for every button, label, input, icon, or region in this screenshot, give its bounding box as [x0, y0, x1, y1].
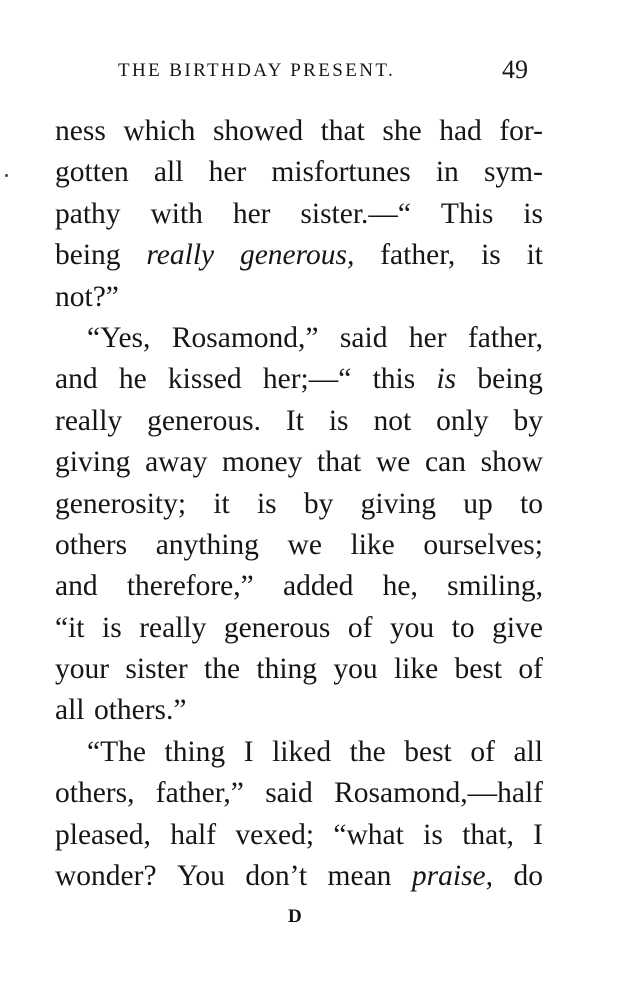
word: her: [208, 156, 247, 189]
word: away: [145, 446, 208, 479]
word: don’t: [245, 860, 308, 893]
word: is: [523, 197, 543, 230]
margin-speck: [5, 174, 8, 177]
word: Rosamond,—half: [334, 777, 543, 810]
word: added: [282, 570, 354, 603]
running-header: [0, 55, 629, 88]
word: others: [55, 528, 128, 561]
word: mean: [327, 860, 392, 893]
word: others,: [55, 777, 135, 810]
text-line: [55, 773, 543, 814]
text-line: [55, 484, 543, 525]
signature-mark: D: [288, 906, 302, 927]
word: money: [222, 446, 303, 479]
word: is: [423, 818, 443, 851]
italic-word: really: [146, 239, 215, 272]
word: generous: [223, 611, 331, 644]
word: showed: [212, 115, 304, 147]
word: ness: [55, 115, 106, 147]
word: that: [317, 446, 362, 479]
word: of: [347, 611, 373, 644]
word: thing: [256, 653, 318, 686]
word: sister: [125, 653, 188, 686]
word: sym-: [483, 156, 543, 189]
word: thing: [164, 735, 226, 768]
word: by: [513, 404, 543, 437]
word: “it: [55, 611, 85, 644]
running-head-title: THE BIRTHDAY PRESENT.: [118, 60, 396, 81]
text-line: [55, 152, 543, 193]
word: You: [177, 860, 225, 893]
word: kissed: [167, 363, 242, 396]
word: said: [339, 321, 388, 354]
word: this: [372, 363, 416, 396]
word: the: [204, 653, 241, 686]
word: you: [389, 611, 435, 644]
word: pathy: [55, 197, 121, 230]
word: sister.—“: [300, 197, 412, 230]
word: show: [480, 446, 543, 479]
text-line: [55, 525, 543, 566]
word: by: [303, 487, 334, 520]
word: had: [439, 115, 482, 147]
text-line: [55, 856, 543, 897]
word: her;—“: [262, 363, 352, 396]
word: give: [492, 611, 543, 644]
word: the: [349, 735, 386, 768]
word: she: [382, 115, 422, 147]
word: best: [404, 735, 452, 768]
word: up: [463, 487, 493, 520]
word: half: [170, 818, 217, 851]
word: is: [481, 239, 501, 272]
word: which: [123, 115, 196, 147]
word: giving: [360, 487, 437, 520]
word: not: [373, 404, 412, 437]
word: like: [393, 653, 439, 686]
word: that,: [462, 818, 514, 851]
text-line: [55, 111, 543, 152]
italic-word: is: [436, 363, 457, 396]
word: smiling,: [447, 570, 543, 603]
word: is: [328, 404, 349, 437]
word: father,: [467, 321, 543, 354]
word: This: [440, 197, 494, 230]
page-body-text: [55, 111, 543, 897]
word: we: [287, 528, 322, 561]
word: I: [533, 818, 543, 851]
word: father,”: [155, 777, 244, 810]
word: all: [513, 735, 543, 768]
word: It: [285, 404, 304, 437]
word: being: [55, 239, 121, 272]
word: and: [55, 570, 98, 603]
word: her: [232, 197, 271, 230]
word: can: [425, 446, 466, 479]
word: liked: [272, 735, 332, 768]
word: “what: [333, 818, 404, 851]
word: anything: [155, 528, 259, 561]
word: it: [526, 239, 543, 272]
word: “Yes,: [87, 321, 151, 354]
italic-word: generous,: [239, 239, 355, 272]
word: do: [513, 860, 543, 893]
text-line: [55, 815, 543, 856]
word: like: [350, 528, 395, 561]
text-line: [55, 318, 543, 359]
word: we: [375, 446, 411, 479]
word: generous.: [147, 404, 261, 437]
text-line: [55, 732, 543, 773]
word: “The: [87, 735, 146, 768]
text-line: [55, 277, 543, 318]
word: is: [256, 487, 277, 520]
word: only: [436, 404, 489, 437]
word: really: [139, 611, 207, 644]
word: not?”: [55, 280, 119, 313]
text-line: [55, 608, 543, 649]
word: others.”: [93, 694, 187, 727]
word: ourselves;: [423, 528, 543, 561]
word: it: [213, 487, 230, 520]
text-line: [55, 690, 543, 731]
word: her: [408, 321, 447, 354]
word: giving: [55, 446, 131, 479]
word: to: [520, 487, 543, 520]
text-line: [55, 235, 543, 276]
word: he: [118, 363, 147, 396]
text-line: [55, 566, 543, 607]
word: is: [102, 611, 122, 644]
word: misfortunes: [271, 156, 411, 189]
word: Rosamond,”: [171, 321, 319, 354]
word: you: [333, 653, 378, 686]
word: all: [153, 156, 184, 189]
word: with: [150, 197, 203, 230]
word: being: [477, 363, 543, 396]
word: pleased,: [55, 818, 151, 851]
text-line: [55, 359, 543, 400]
text-line: [55, 194, 543, 235]
word: really: [55, 404, 123, 437]
text-line: [55, 442, 543, 483]
text-line: [55, 401, 543, 442]
word: he,: [382, 570, 418, 603]
word: vexed;: [235, 818, 315, 851]
word: father,: [380, 239, 456, 272]
word: all: [55, 694, 85, 727]
word: therefore,”: [126, 570, 254, 603]
word: to: [451, 611, 475, 644]
word: said: [265, 777, 313, 810]
word: gotten: [55, 156, 129, 189]
word: best: [454, 653, 503, 686]
word: I: [243, 735, 254, 768]
word: and: [55, 363, 98, 396]
word: of: [518, 653, 543, 686]
word: generosity;: [55, 487, 187, 520]
text-line: [55, 649, 543, 690]
word: in: [435, 156, 459, 189]
word: your: [55, 653, 110, 686]
word: that: [320, 115, 365, 147]
word: wonder?: [55, 860, 157, 893]
word: of: [470, 735, 495, 768]
word: for-: [499, 115, 543, 147]
italic-word: praise,: [411, 860, 494, 893]
page-number: 49: [502, 55, 528, 84]
